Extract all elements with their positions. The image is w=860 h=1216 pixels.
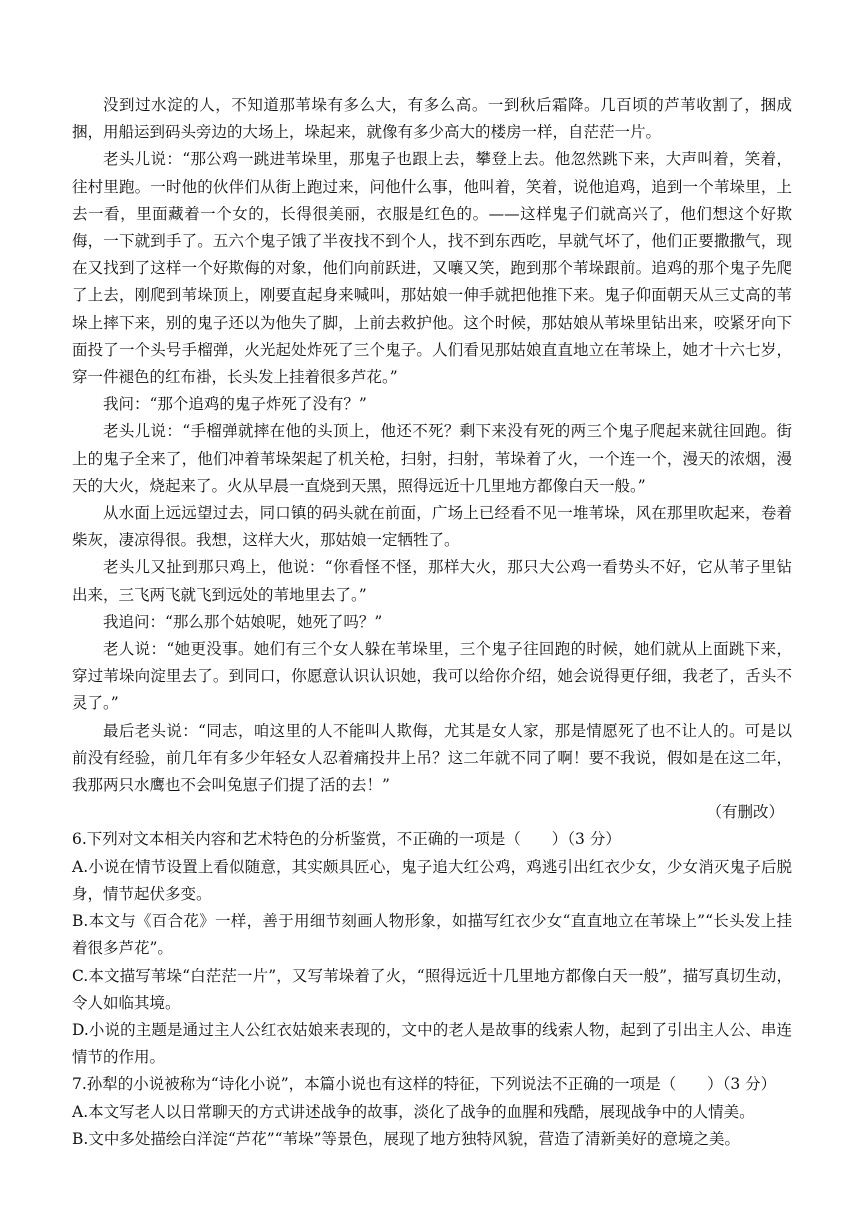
question-stem: 6.下列对文本相关内容和艺术特色的分析鉴赏，不正确的一项是（ ）（3 分） [72, 830, 621, 849]
story-paragraph: 老头儿又扯到那只鸡上，他说：“你看怪不怪，那样大火，那只大公鸡一看势头不好，它从苇子里钻出来，三飞两飞就飞到远处的苇地里去了。” [72, 558, 792, 604]
story-paragraph: 从水面上远远望过去，同口镇的码头就在前面，广场上已经看不见一堆苇垛，风在那里吹起来，卷着柴灰，凄凉得很。我想，这样大火，那姑娘一定牺牲了。 [72, 504, 792, 550]
story-paragraph: 我问：“那个追鸡的鬼子炸死了没有？” [103, 395, 367, 414]
option-a: A.小说在情节设置上看似随意，其实颇具匠心，鬼子追大红公鸡，鸡逃引出红衣少女，少女消灭鬼子后脱身，情节起伏多变。 [72, 857, 792, 903]
story-paragraph: 没到过水淀的人，不知道那苇垛有多么大，有多么高。一到秋后霜降。几百顷的芦苇收割了，捆成捆，用船运到码头旁边的大场上，垛起来，就像有多少高大的楼房一样，自茫茫一片。 [72, 96, 792, 142]
option-c: C.本文描写苇垛“白茫茫一片”，又写苇垛着了火，“照得远近十几里地方都像白天一般”，描写真切生动，令人如临其境。 [72, 966, 792, 1012]
story-paragraph: 老头儿说：“那公鸡一跳进苇垛里，那鬼子也跟上去，攀登上去。他忽然跳下来，大声叫着，笑着，往村里跑。一时他的伙伴们从街上跑过来，问他什么事，他叫着，笑着，说他追鸡，追到一个苇垛里，上去一看，里面藏着一个女的，长得很美丽，衣服是红色的。——这样鬼子们就高兴了，他们想这个好欺侮，一下就到手了。五六个鬼子饿了半夜找不到个人，找不到东西吃，早就气坏了，他们正要撒撒气，现在又找到了这样一个好欺侮的对象，他们向前跃进，又嚷又笑，跑到那个苇垛跟前。追鸡的那个鬼子先爬了上去，刚爬到苇垛顶上，刚要直起身来喊叫，那姑娘一伸手就把他推下来。鬼子仰面朝天从三丈高的苇垛上摔下来，别的鬼子还以为他失了脚，上前去救护他。这个时候，那姑娘从苇垛里钻出来，咬紧牙向下面投了一个头号手榴弹，火光起处炸死了三个鬼子。人们看见那姑娘直直地立在苇垛上，她才十六七岁，穿一件褪色的红布褂，长头发上挂着很多芦花。” [72, 150, 792, 387]
option-b: B.本文与《百合花》一样，善于用细节刻画人物形象，如描写红衣少女“直直地立在苇垛上”“长头发上挂着很多芦花”。 [72, 912, 792, 958]
story-paragraph: 最后老头说：“同志，咱这里的人不能叫人欺侮，尤其是女人家，那是情愿死了也不让人的。可是以前没有经验，前几年有多少年轻女人忍着痛投井上吊？这二年就不同了啊！要不我说，假如是在这二年，我那两只水鹰也不会叫兔崽子们提了活的去！” [72, 721, 792, 795]
question-6 [72, 826, 792, 1071]
story-paragraph: 老头儿说：“手榴弹就摔在他的头顶上，他还不死？剩下来没有死的两三个鬼子爬起来就往回跑。街上的鬼子全来了，他们冲着苇垛架起了机关枪，扫射，扫射，苇垛着了火，一个连一个，漫天的浓烟，漫天的大火，烧起来了。火从早晨一直烧到天黑，照得远近十几里地方都像白天一般。” [72, 422, 792, 495]
option-d: D.小说的主题是通过主人公红衣姑娘来表现的，文中的老人是故事的线索人物，起到了引出主人公、串连情节的作用。 [72, 1020, 792, 1067]
story-text [72, 92, 792, 799]
option-a: A.本文写老人以日常聊天的方式讲述战争的故事，淡化了战争的血腥和残酷，展现战争中的人情美。 [72, 1102, 755, 1121]
story-paragraph: 我追问：“那么那个姑娘呢，她死了吗？” [103, 612, 383, 631]
question-7 [72, 1071, 792, 1153]
question-stem: 7.孙犁的小说被称为“诗化小说”，本篇小说也有这样的特征，下列说法不正确的一项是（ ）（3 分） [72, 1075, 777, 1094]
option-b: B.文中多处描绘白洋淀“芦花”“苇垛”等景色，展现了地方独特风貌，营造了清新美好的意境之美。 [72, 1129, 741, 1148]
question-list [72, 826, 792, 1152]
story-paragraph: 老人说：“她更没事。她们有三个女人躲在苇垛里，三个鬼子往回跑的时候，她们就从上面跳下来，穿过苇垛向淀里去了。到同口，你愿意认识认识她，我可以给你介绍，她会说得更仔细，我老了，舌头不灵了。” [72, 640, 792, 713]
source-note: （有删改） [706, 803, 784, 822]
